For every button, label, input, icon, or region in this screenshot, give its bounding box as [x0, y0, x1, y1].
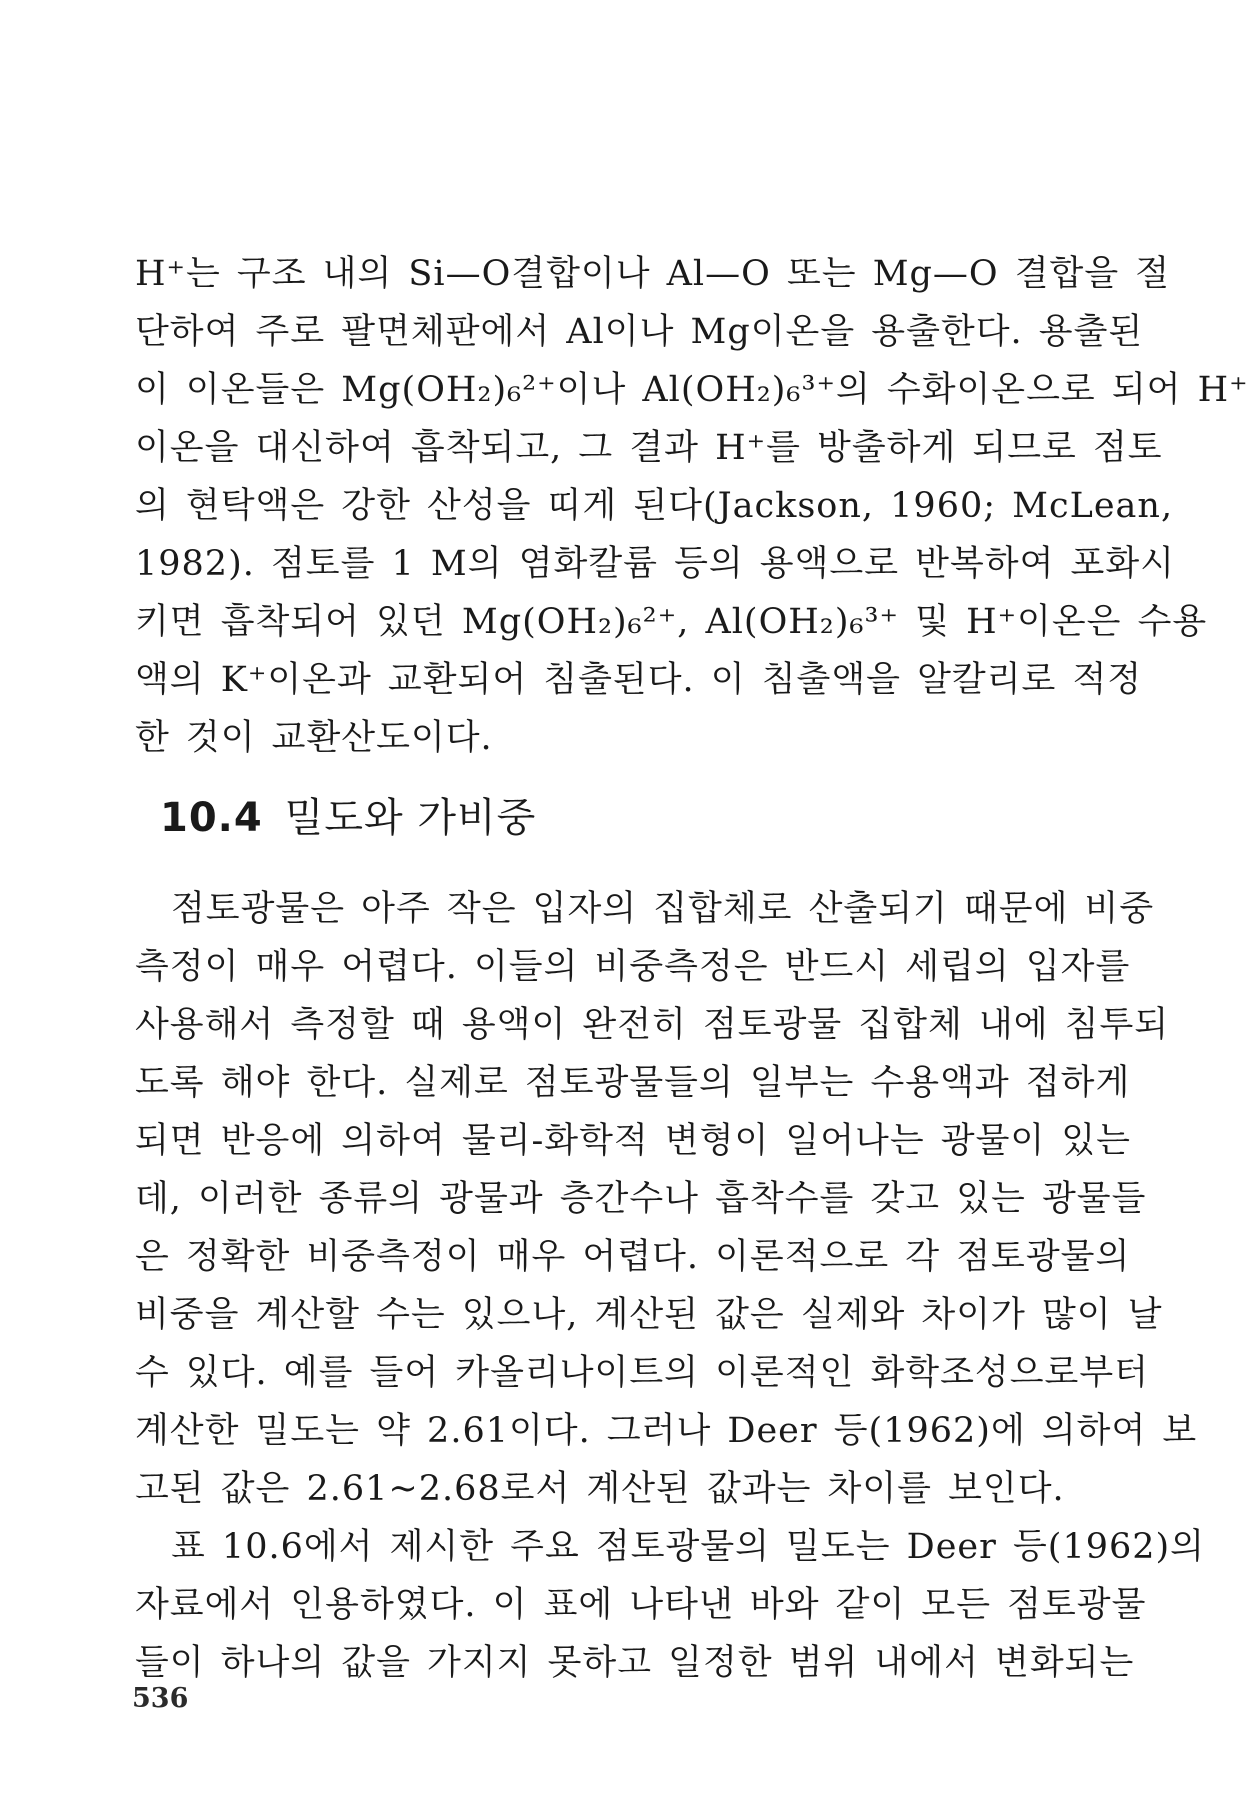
- text-line: 이 이온들은 Mg(OH₂)₆²⁺이나 Al(OH₂)₆³⁺의 수화이온으로 되어 H⁺: [135, 370, 1249, 410]
- paragraph-exchange-acidity: [135, 245, 1249, 767]
- text-line: 데, 이러한 종류의 광물과 층간수나 흡착수를 갖고 있는 광물들: [135, 1179, 1147, 1219]
- text-line: 측정이 매우 어렵다. 이들의 비중측정은 반드시 세립의 입자를: [135, 947, 1131, 987]
- text-line: 은 정확한 비중측정이 매우 어렵다. 이론적으로 각 점토광물의: [135, 1237, 1131, 1277]
- text-line: 들이 하나의 값을 가지지 못하고 일정한 범위 내에서 변화되는: [135, 1643, 1135, 1683]
- text-line: 1982). 점토를 1 M의 염화칼륨 등의 용액으로 반복하여 포화시: [135, 544, 1175, 584]
- text-line: 키면 흡착되어 있던 Mg(OH₂)₆²⁺, Al(OH₂)₆³⁺ 및 H⁺이온은 수용: [135, 602, 1208, 642]
- page-number: 536: [132, 1683, 189, 1714]
- paragraph-specific-gravity: [135, 880, 1198, 1518]
- text-line: 도록 해야 한다. 실제로 점토광물들의 일부는 수용액과 접하게: [135, 1063, 1131, 1103]
- text-line: 한 것이 교환산도이다.: [135, 718, 493, 758]
- text-line: 사용해서 측정할 때 용액이 완전히 점토광물 집합체 내에 침투되: [135, 1005, 1170, 1045]
- text-line: 표 10.6에서 제시한 주요 점토광물의 밀도는 Deer 등(1962)의: [171, 1527, 1205, 1567]
- text-line: H⁺는 구조 내의 Si—O결합이나 Al—O 또는 Mg—O 결합을 절: [135, 254, 1171, 294]
- section-number: 10.4: [160, 795, 263, 841]
- section-heading: [160, 786, 536, 843]
- paragraph-density-table-note: [135, 1518, 1205, 1692]
- text-line: 비중을 계산할 수는 있으나, 계산된 값은 실제와 차이가 많이 날: [135, 1295, 1163, 1335]
- text-line: 고된 값은 2.61~2.68로서 계산된 값과는 차이를 보인다.: [135, 1469, 1065, 1509]
- text-line: 점토광물은 아주 작은 입자의 집합체로 산출되기 때문에 비중: [171, 889, 1155, 929]
- text-line: 이온을 대신하여 흡착되고, 그 결과 H⁺를 방출하게 되므로 점토: [135, 428, 1163, 468]
- text-line: 되면 반응에 의하여 물리-화학적 변형이 일어나는 광물이 있는: [135, 1121, 1131, 1161]
- text-line: 액의 K⁺이온과 교환되어 침출된다. 이 침출액을 알칼리로 적정: [135, 660, 1143, 700]
- text-line: 의 현탁액은 강한 산성을 띠게 된다(Jackson, 1960; McLean,: [135, 486, 1174, 526]
- text-line: 수 있다. 예를 들어 카올리나이트의 이론적인 화학조성으로부터: [135, 1353, 1149, 1393]
- section-title: 밀도와 가비중: [284, 795, 537, 841]
- text-line: 계산한 밀도는 약 2.61이다. 그러나 Deer 등(1962)에 의하여 보: [135, 1411, 1198, 1451]
- text-line: 단하여 주로 팔면체판에서 Al이나 Mg이온을 용출한다. 용출된: [135, 312, 1144, 352]
- text-line: 자료에서 인용하였다. 이 표에 나타낸 바와 같이 모든 점토광물: [135, 1585, 1147, 1625]
